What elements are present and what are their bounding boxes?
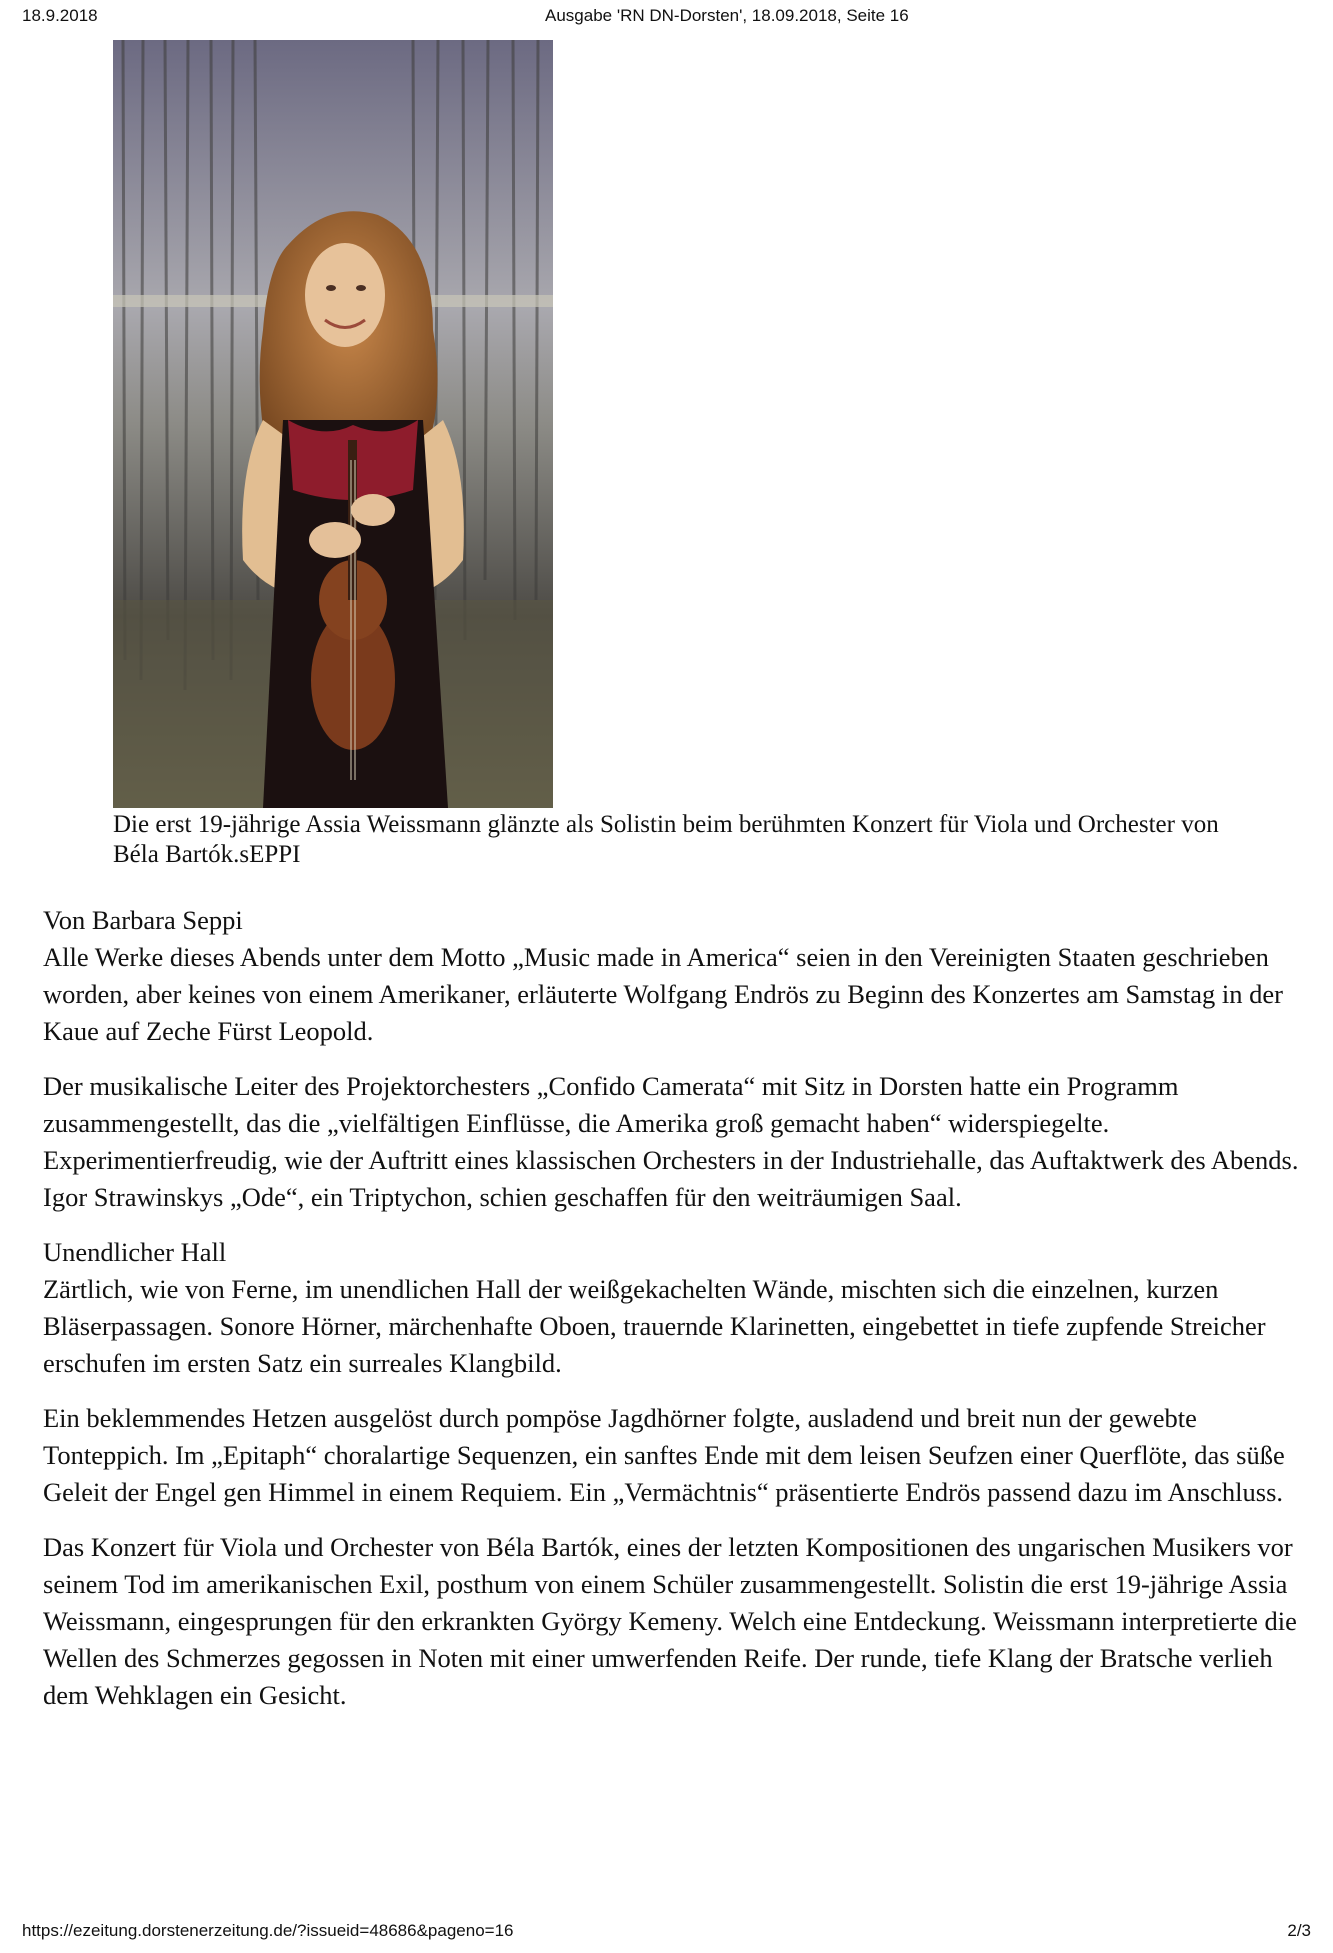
page-number: 2/3 [1287,1921,1311,1940]
photo-illustration [113,40,553,808]
print-date: 18.9.2018 [22,6,98,25]
article-paragraph: Zärtlich, wie von Ferne, im unendlichen Hall der weißgekachelten Wände, mischten sich die einzelnen, kurzen Bläserpassagen. Sonore Hörner, märchenhafte Oboen, trauernde Klarinetten, eingebettet in tiefe zupfende Streicher erschufen im ersten Satz ein surreales Klangbild. [43,1274,1266,1378]
article-photo [113,40,553,808]
print-page-title: Ausgabe 'RN DN-Dorsten', 18.09.2018, Seite 16 [545,6,909,25]
article-paragraph: Alle Werke dieses Abends unter dem Motto „Music made in America“ seien in den Vereinigten Staaten geschrieben worden, aber keines von einem Amerikaner, erläuterte Wolfgang Endrös zu Beginn des Konzertes am Samstag in der Kaue auf Zeche Fürst Leopold. [43,942,1283,1046]
photo-caption: Die erst 19-jährige Assia Weissmann glänzte als Solistin beim berühmten Konzert für Viola und Orchester von Béla Bartók.sEPPI [113,811,1219,868]
print-footer [0,1921,1333,1945]
article-paragraph: Ein beklemmendes Hetzen ausgelöst durch pompöse Jagdhörner folgte, ausladend und breit nun der gewebte Tonteppich. Im „Epitaph“ choralartige Sequenzen, ein sanftes Ende mit dem leisen Seufzen einer Querflöte, das süße Geleit der Engel gen Himmel in einem Requiem. Ein „Vermächtnis“ präsentierte Endrös passend dazu im Anschluss. [43,1403,1285,1507]
source-url: https://ezeitung.dorstenerzeitung.de/?issueid=48686&pageno=16 [22,1921,514,1940]
article-byline: Von Barbara Seppi [43,905,243,935]
article-paragraph: Der musikalische Leiter des Projektorchesters „Confido Camerata“ mit Sitz in Dorsten hatte ein Programm zusammengestellt, das die „vielfältigen Einflüsse, die Amerika groß gemacht haben“ widerspiegelte. Experimentierfreudig, wie der Auftritt eines klassischen Orchesters in der Industriehalle, das Auftaktwerk des Abends. Igor Strawinskys „Ode“, ein Triptychon, schien geschaffen für den weiträumigen Saal. [43,1071,1299,1212]
article-body [43,902,1303,1732]
article-paragraph: Das Konzert für Viola und Orchester von Béla Bartók, eines der letzten Kompositionen des ungarischen Musikers vor seinem Tod im amerikanischen Exil, posthum von einem Schüler zusammengestellt. Solistin die erst 19-jährige Assia Weissmann, eingesprungen für den erkrankten György Kemeny. Welch eine Entdeckung. Weissmann interpretierte die Wellen des Schmerzes gegossen in Noten mit einer umwerfenden Reife. Der runde, tiefe Klang der Bratsche verlieh dem Wehklagen ein Gesicht. [43,1532,1297,1710]
article-subheading: Unendlicher Hall [43,1237,227,1267]
print-header [0,6,1333,30]
